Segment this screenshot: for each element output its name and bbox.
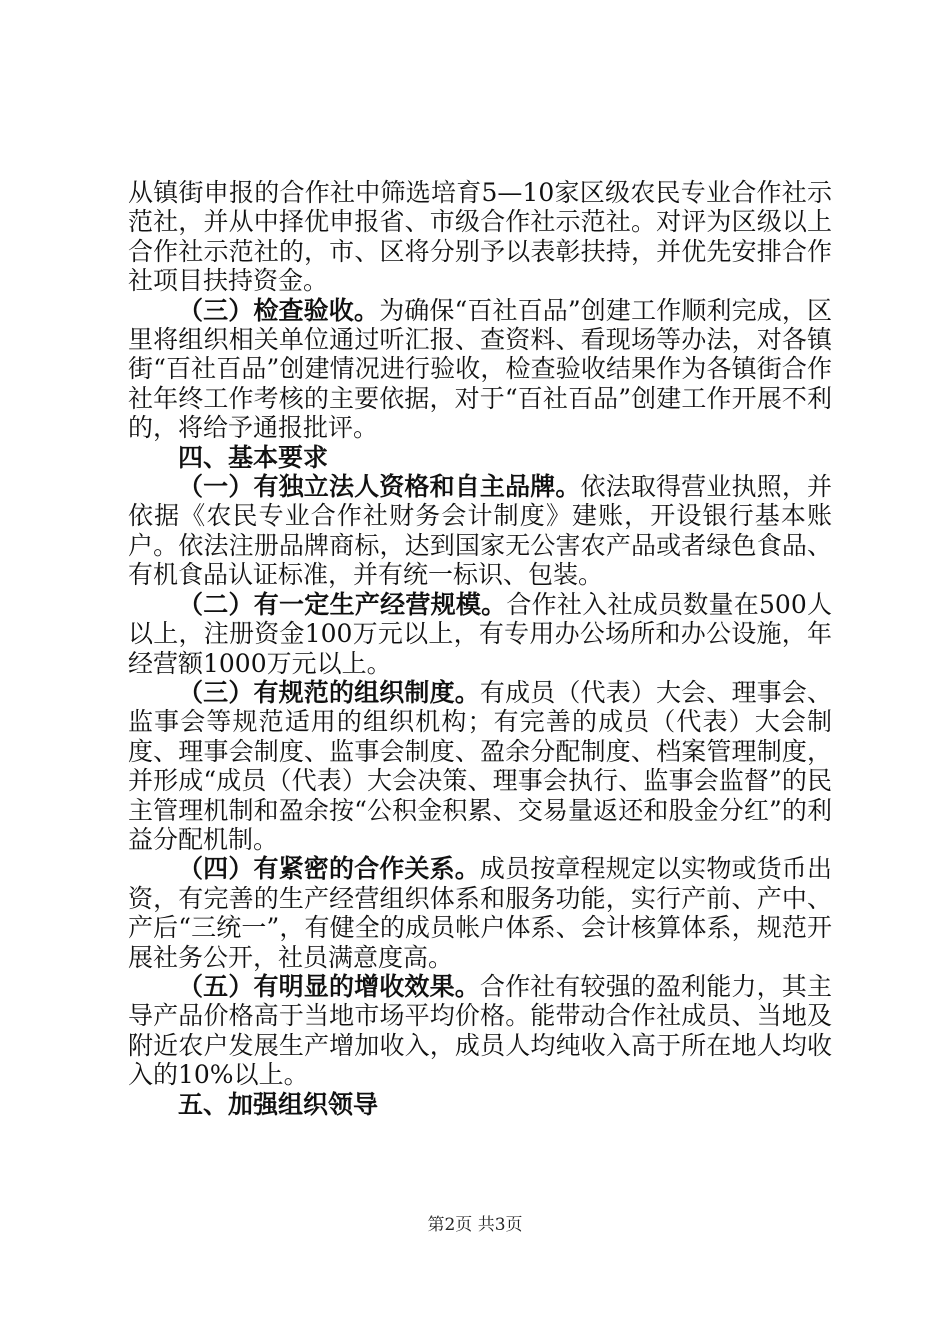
paragraph-organization-system <box>128 678 832 854</box>
paragraph-text: 依法取得营业执照，并依据《农民专业合作社财务会计制度》建账，开设银行基本账户。依法注册品牌商标，达到国家无公害农产品或者绿色食品、有机食品认证标准，并有统一标识、包装。 <box>128 472 832 590</box>
section-heading-basic-requirements: 四、基本要求 <box>178 442 329 472</box>
paragraph-business-scale <box>128 590 832 678</box>
paragraph-lead: （五）有明显的增收效果。 <box>178 971 480 1001</box>
paragraph-text: 从镇街申报的合作社中筛选培育5—10家区级农民专业合作社示范社，并从中择优申报省、市级合作社示范社。对评为区级以上合作社示范社的，市、区将分别予以表彰扶持，并优先安排合作社项目扶持资金。 <box>128 178 832 296</box>
paragraph-cooperation-relationship <box>128 854 832 972</box>
paragraph-text: 成员按章程规定以实物或货币出资，有完善的生产经营组织体系和服务功能，实行产前、产中、产后“三统一”，有健全的成员帐户体系、会计核算体系，规范开展社务公开，社员满意度高。 <box>128 854 832 972</box>
paragraph-lead: （四）有紧密的合作关系。 <box>178 854 480 884</box>
paragraph-legal-entity-brand <box>128 472 832 590</box>
page-number-footer: 第2页 共3页 <box>427 1215 523 1235</box>
paragraph-inspection-acceptance <box>128 296 832 443</box>
document-body <box>128 178 832 1119</box>
paragraph-lead: （一）有独立法人资格和自主品牌。 <box>178 472 581 502</box>
paragraph-continuation <box>128 178 832 296</box>
paragraph-lead: （三）检查验收。 <box>178 295 380 325</box>
section-heading-organization-leadership: 五、加强组织领导 <box>178 1089 379 1119</box>
paragraph-text: 合作社入社成员数量在500人以上，注册资金100万元以上，有专用办公场所和办公设施，年经营额1000万元以上。 <box>128 589 832 678</box>
paragraph-lead: （二）有一定生产经营规模。 <box>178 589 507 619</box>
paragraph-lead: （三）有规范的组织制度。 <box>178 677 480 707</box>
paragraph-income-effect <box>128 972 832 1090</box>
paragraph-text: 有成员（代表）大会、理事会、监事会等规范适用的组织机构；有完善的成员（代表）大会制度、理事会制度、监事会制度、盈余分配制度、档案管理制度，并形成“成员（代表）大会决策、理事会执行、监事会监督”的民主管理机制和盈余按“公积金积累、交易量返还和股金分红”的利益分配机制。 <box>128 677 832 854</box>
paragraph-text: 合作社有较强的盈利能力，其主导产品价格高于当地市场平均价格。能带动合作社成员、当地及附近农户发展生产增加收入，成员人均纯收入高于所在地人均收入的10%以上。 <box>128 971 832 1090</box>
paragraph-text: 为确保“百社百品”创建工作顺利完成，区里将组织相关单位通过听汇报、查资料、看现场等办法，对各镇街“百社百品”创建情况进行验收，检查验收结果作为各镇街合作社年终工作考核的主要依据，对于“百社百品”创建工作开展不利的，将给予通报批评。 <box>128 295 832 443</box>
